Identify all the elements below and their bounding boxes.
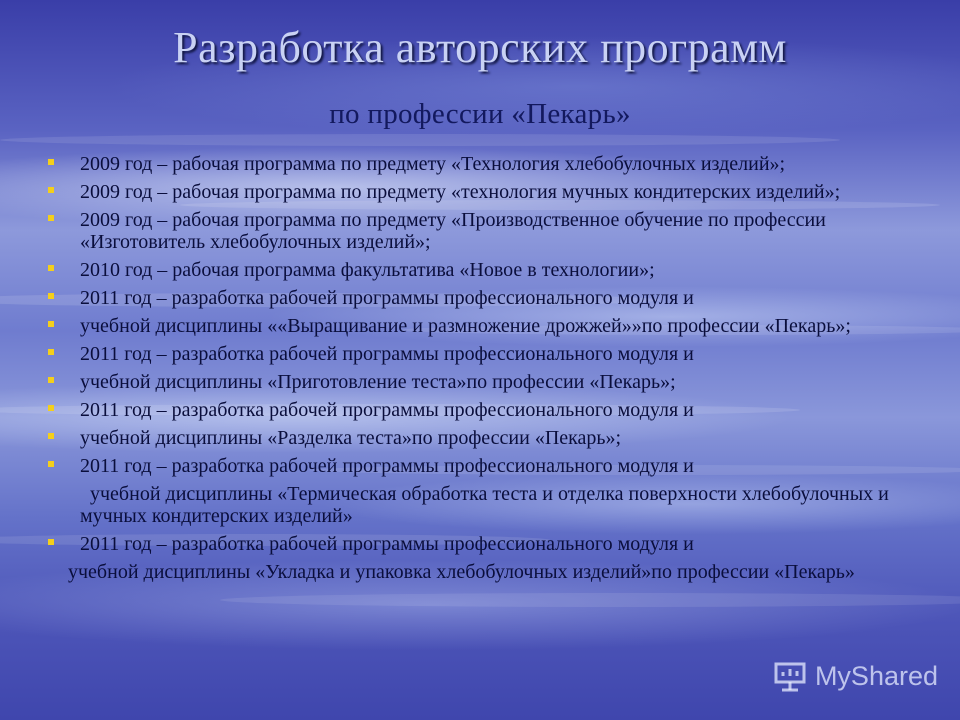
list-item-continuation	[48, 561, 928, 583]
list-item-text: учебной дисциплины «Термическая обработка теста и отделка поверхности хлебобулочных и мучных кондитерских изделий»	[80, 483, 894, 527]
list-item-text: 2009 год – рабочая программа по предмету «технология мучных кондитерских изделий»;	[80, 181, 841, 203]
square-bullet-icon	[48, 159, 54, 165]
list-item	[48, 371, 928, 393]
square-bullet-icon	[48, 433, 54, 439]
list-item-text: 2011 год – разработка рабочей программы профессионального модуля и	[80, 399, 694, 421]
list-item-text: 2011 год – разработка рабочей программы профессионального модуля и	[80, 455, 694, 477]
list-item	[48, 209, 928, 253]
program-list	[48, 153, 928, 583]
list-item	[48, 287, 928, 309]
presentation-board-icon	[773, 660, 807, 692]
list-item-text: 2009 год – рабочая программа по предмету «Технология хлебобулочных изделий»;	[80, 153, 786, 175]
square-bullet-icon	[48, 349, 54, 355]
list-item-text: учебной дисциплины «Разделка теста»по профессии «Пекарь»;	[80, 427, 622, 449]
list-item-text: учебной дисциплины ««Выращивание и размножение дрожжей»»по профессии «Пекарь»;	[80, 315, 851, 337]
square-bullet-icon	[48, 539, 54, 545]
square-bullet-icon	[48, 377, 54, 383]
list-item-continuation	[48, 483, 928, 527]
list-item-text: 2009 год – рабочая программа по предмету «Производственное обучение по профессии «Изготовитель хлебобулочных изделий»;	[80, 209, 826, 253]
square-bullet-icon	[48, 215, 54, 221]
square-bullet-icon	[48, 461, 54, 467]
square-bullet-icon	[48, 293, 54, 299]
list-item	[48, 153, 928, 175]
list-item-text: 2010 год – рабочая программа факультатива «Новое в технологии»;	[80, 259, 655, 281]
list-item-text: 2011 год – разработка рабочей программы профессионального модуля и	[80, 287, 694, 309]
list-item	[48, 533, 928, 555]
list-item	[48, 455, 928, 477]
list-item	[48, 427, 928, 449]
square-bullet-icon	[48, 187, 54, 193]
list-item-text: 2011 год – разработка рабочей программы профессионального модуля и	[80, 343, 694, 365]
square-bullet-icon	[48, 265, 54, 271]
square-bullet-icon	[48, 321, 54, 327]
list-item-text: 2011 год – разработка рабочей программы профессионального модуля и	[80, 533, 694, 555]
watermark-logo	[773, 660, 938, 692]
list-item-text: учебной дисциплины «Укладка и упаковка хлебобулочных изделий»по профессии «Пекарь»	[68, 561, 855, 583]
square-bullet-icon	[48, 405, 54, 411]
list-item-text: учебной дисциплины «Приготовление теста»по профессии «Пекарь»;	[80, 371, 676, 393]
slide-subtitle: по профессии «Пекарь»	[329, 98, 631, 130]
list-item	[48, 259, 928, 281]
watermark-text: MyShared	[814, 660, 938, 691]
list-item	[48, 399, 928, 421]
list-item	[48, 181, 928, 203]
slide-title: Разработка авторских программ	[173, 23, 787, 72]
list-item	[48, 315, 928, 337]
list-item	[48, 343, 928, 365]
